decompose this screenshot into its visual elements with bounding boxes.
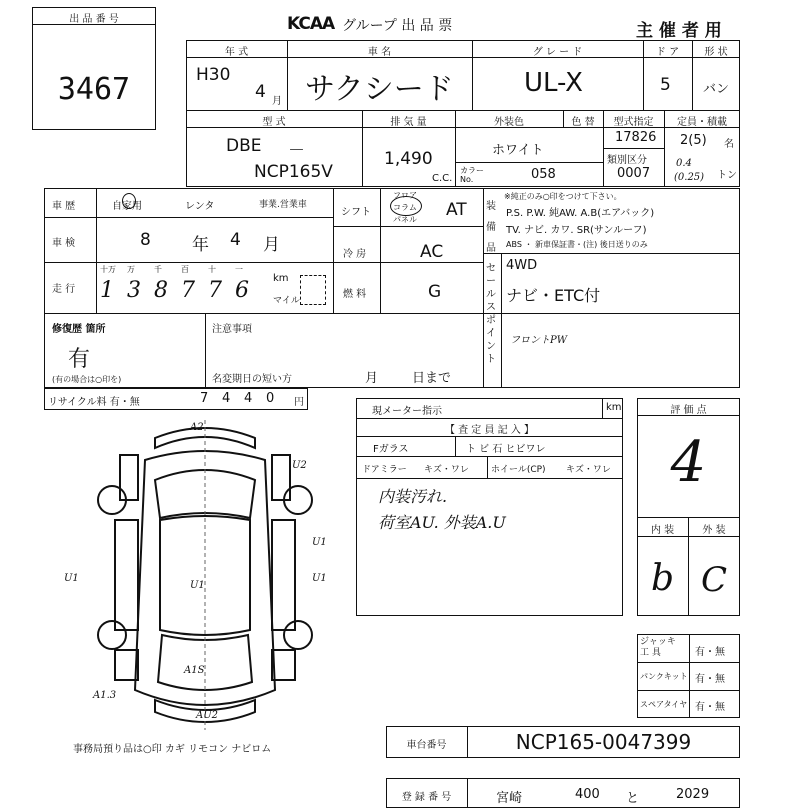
repair-value: 有 <box>68 347 91 372</box>
digit-label: 一 <box>235 265 243 274</box>
repair-label: 修復歴 箇所 <box>52 324 106 335</box>
shift-column: コラム <box>393 203 417 212</box>
organizer-label: 主 催 者 用 <box>636 21 722 41</box>
interior-label: 内 装 <box>650 525 675 536</box>
day-label: 日まで <box>412 371 452 386</box>
mileage-digit: 7 <box>181 278 195 303</box>
equipment-line-3: ABS ・ 新車保証書・(注) 後日送りのみ <box>506 240 648 249</box>
sales-side-label: セールスポイント <box>486 263 496 365</box>
puncture-value: 有・無 <box>695 674 725 685</box>
shift-floor: フロア <box>393 191 417 200</box>
caution-label: 注意事項 <box>212 324 252 335</box>
ac-value: AC <box>420 242 444 262</box>
model-code: NCP165V <box>254 162 333 182</box>
cc-unit: C.C. <box>432 173 453 184</box>
glass-label: Fガラス <box>373 444 409 455</box>
recycle-digit: 0 <box>266 391 275 406</box>
registration-number: 2029 <box>676 787 710 802</box>
equipment-side-label: 装 備 品 <box>486 201 496 254</box>
recycle-digit: 4 <box>244 391 253 406</box>
model-header: 型 式 <box>262 117 286 128</box>
damage-mark-roof: U1 <box>190 580 205 591</box>
recycle-digit: 4 <box>222 391 231 406</box>
load-unit: トン <box>717 170 737 181</box>
history-label: 車 歴 <box>52 201 76 212</box>
model-era: H30 <box>196 65 231 85</box>
damage-mark-front: A2 <box>190 422 204 433</box>
equipment-line-1: P.S. P.W. 純AW. A.B(エアバック) <box>506 208 655 219</box>
mileage-digit: 8 <box>154 278 168 303</box>
car-name-header: 車 名 <box>367 47 392 58</box>
sheet-title: グループ 出 品 票 <box>342 18 453 34</box>
recycle-label: リサイクル料 有・無 <box>48 397 140 408</box>
exterior-grade: C <box>700 560 727 600</box>
km-unit: km <box>273 273 289 284</box>
grade-value: UL-X <box>524 68 583 98</box>
displacement-header: 排 気 量 <box>390 117 427 128</box>
recycle-unit: 円 <box>294 397 304 408</box>
damage-mark-right-door: U1 <box>312 537 327 548</box>
column-circle <box>390 196 422 216</box>
registration-kana: と <box>626 791 640 806</box>
inspector-title: 【 査 定 員 記 入 】 <box>444 425 535 436</box>
doors-value: 5 <box>660 75 671 95</box>
digit-label: 十 <box>208 265 216 274</box>
color-value: ホワイト <box>492 143 544 158</box>
damage-mark-left-door: U1 <box>64 573 79 584</box>
repair-note: (有の場合は○印を) <box>52 375 122 384</box>
meter-unit: km <box>606 402 622 413</box>
damage-mark-rear-left: A1.3 <box>93 690 117 701</box>
chassis-label: 車台番号 <box>406 740 447 751</box>
jack-value: 有・無 <box>695 647 725 658</box>
glass-options: ト ビ 石 ヒビワレ <box>466 444 546 455</box>
inspection-label: 車 検 <box>52 238 76 249</box>
mile-checkbox[interactable] <box>300 275 326 305</box>
registration-label: 登 録 番 号 <box>401 792 452 803</box>
grade-header: グ レ ー ド <box>532 47 583 58</box>
grade-score: 4 <box>670 430 707 495</box>
digit-label: 十万 <box>100 265 116 274</box>
inspector-note-1: 内装汚れ. <box>378 487 448 506</box>
mileage-digit: 6 <box>235 278 249 303</box>
model-dash: － <box>288 141 305 161</box>
ac-label: 冷 房 <box>343 249 367 260</box>
year-header: 年 式 <box>224 47 249 58</box>
month-label: 月 <box>365 371 379 386</box>
rental: レンタ <box>185 201 215 212</box>
car-name: サクシード <box>305 72 454 107</box>
displacement-value: 1,490 <box>384 149 433 169</box>
sales-line-2: ナビ・ETC付 <box>506 286 601 305</box>
recycle-digit: 7 <box>200 391 209 406</box>
fuel-value: G <box>428 282 442 302</box>
registration-class: 400 <box>575 787 600 802</box>
puncture-label: パンクキット <box>640 672 688 681</box>
own-use-circle <box>122 193 136 209</box>
wheel-label: ホイール(CP) <box>491 465 546 475</box>
transmission-value: AT <box>446 200 467 220</box>
year-unit: 年 <box>192 235 209 255</box>
month-unit-2: 月 <box>263 235 280 255</box>
sales-line-3: フロントPW <box>510 335 568 346</box>
jack-label: ジャッキ 工 具 <box>640 637 676 658</box>
office-items: 事務局預り品は○印 カギ リモコン ナビロム <box>73 744 272 755</box>
digit-label: 千 <box>154 265 162 274</box>
inspection-month: 4 <box>230 230 241 250</box>
lot-box <box>32 7 156 130</box>
damage-mark-rear-bumper: AU2 <box>196 710 219 721</box>
registration-prefecture: 宮崎 <box>496 791 523 806</box>
digit-label: 万 <box>127 265 135 274</box>
shift-label: シフト <box>341 207 371 218</box>
load-value: 0.4 <box>676 158 692 169</box>
mirror-label: ドアミラー <box>362 465 407 475</box>
color-no-label: カラー No. <box>460 166 484 184</box>
mileage-digit: 7 <box>208 278 222 303</box>
capacity-value: 2(5) <box>680 133 707 148</box>
mileage-label: 走 行 <box>52 284 76 295</box>
load-value-2: (0.25) <box>674 172 705 183</box>
meter-label: 現メーター指示 <box>372 406 442 417</box>
class-label: 類別区分 <box>607 155 647 166</box>
business-use: 事業.営業車 <box>259 200 307 210</box>
brand-logo: KCAA <box>287 14 335 34</box>
type-no-header: 型式指定 <box>613 117 654 128</box>
mile-unit: マイル <box>273 296 300 306</box>
grade-label: 評 価 点 <box>670 405 707 416</box>
spare-value: 有・無 <box>695 702 725 713</box>
damage-mark-rear-hatch: A1S <box>184 665 205 676</box>
inspection-year: 8 <box>140 230 151 250</box>
lot-label: 出 品 番 号 <box>69 14 119 25</box>
color-no: 058 <box>531 167 556 182</box>
color-header: 外装色 <box>494 117 524 128</box>
chassis-number: NCP165-0047399 <box>515 730 692 754</box>
shift-panel: パネル <box>393 215 417 224</box>
name-change-label: 名変期日の短い方 <box>212 374 292 385</box>
digit-label: 百 <box>181 265 189 274</box>
type-no: 17826 <box>615 130 657 145</box>
inspector-note-2: 荷室AU. 外装A.U <box>378 513 506 532</box>
model-month: 4 <box>255 82 266 102</box>
recolor-header: 色 替 <box>571 117 595 128</box>
equipment-line-2: TV. ナビ. カワ. SR(サンルーフ) <box>506 225 647 236</box>
wheel-options: キズ・ワレ <box>566 465 611 475</box>
mileage-digit: 3 <box>127 278 141 303</box>
class-no: 0007 <box>617 166 651 181</box>
exterior-label: 外 装 <box>702 525 726 536</box>
damage-mark-right-front: U2 <box>292 460 307 471</box>
lot-number: 3467 <box>57 72 131 107</box>
damage-mark-right-rear: U1 <box>312 573 327 584</box>
capacity-unit: 名 <box>724 139 734 150</box>
shape-header: 形 状 <box>704 47 728 58</box>
fuel-label: 燃 料 <box>343 289 367 300</box>
month-unit: 月 <box>272 96 282 107</box>
mirror-options: キズ・ワレ <box>424 465 469 475</box>
shape-value: バン <box>703 82 730 97</box>
door-header: ド ア <box>655 47 680 58</box>
capacity-header: 定員・積載 <box>677 117 727 128</box>
sales-line-1: 4WD <box>506 258 538 273</box>
equipment-note: ※純正のみ○印をつけて下さい。 <box>504 192 622 201</box>
own-use: 自家用 <box>112 201 142 212</box>
interior-grade: b <box>650 558 675 599</box>
spare-label: スペアタイヤ <box>640 700 688 709</box>
model-prefix: DBE <box>226 136 262 156</box>
mileage-digit: 1 <box>100 278 114 303</box>
